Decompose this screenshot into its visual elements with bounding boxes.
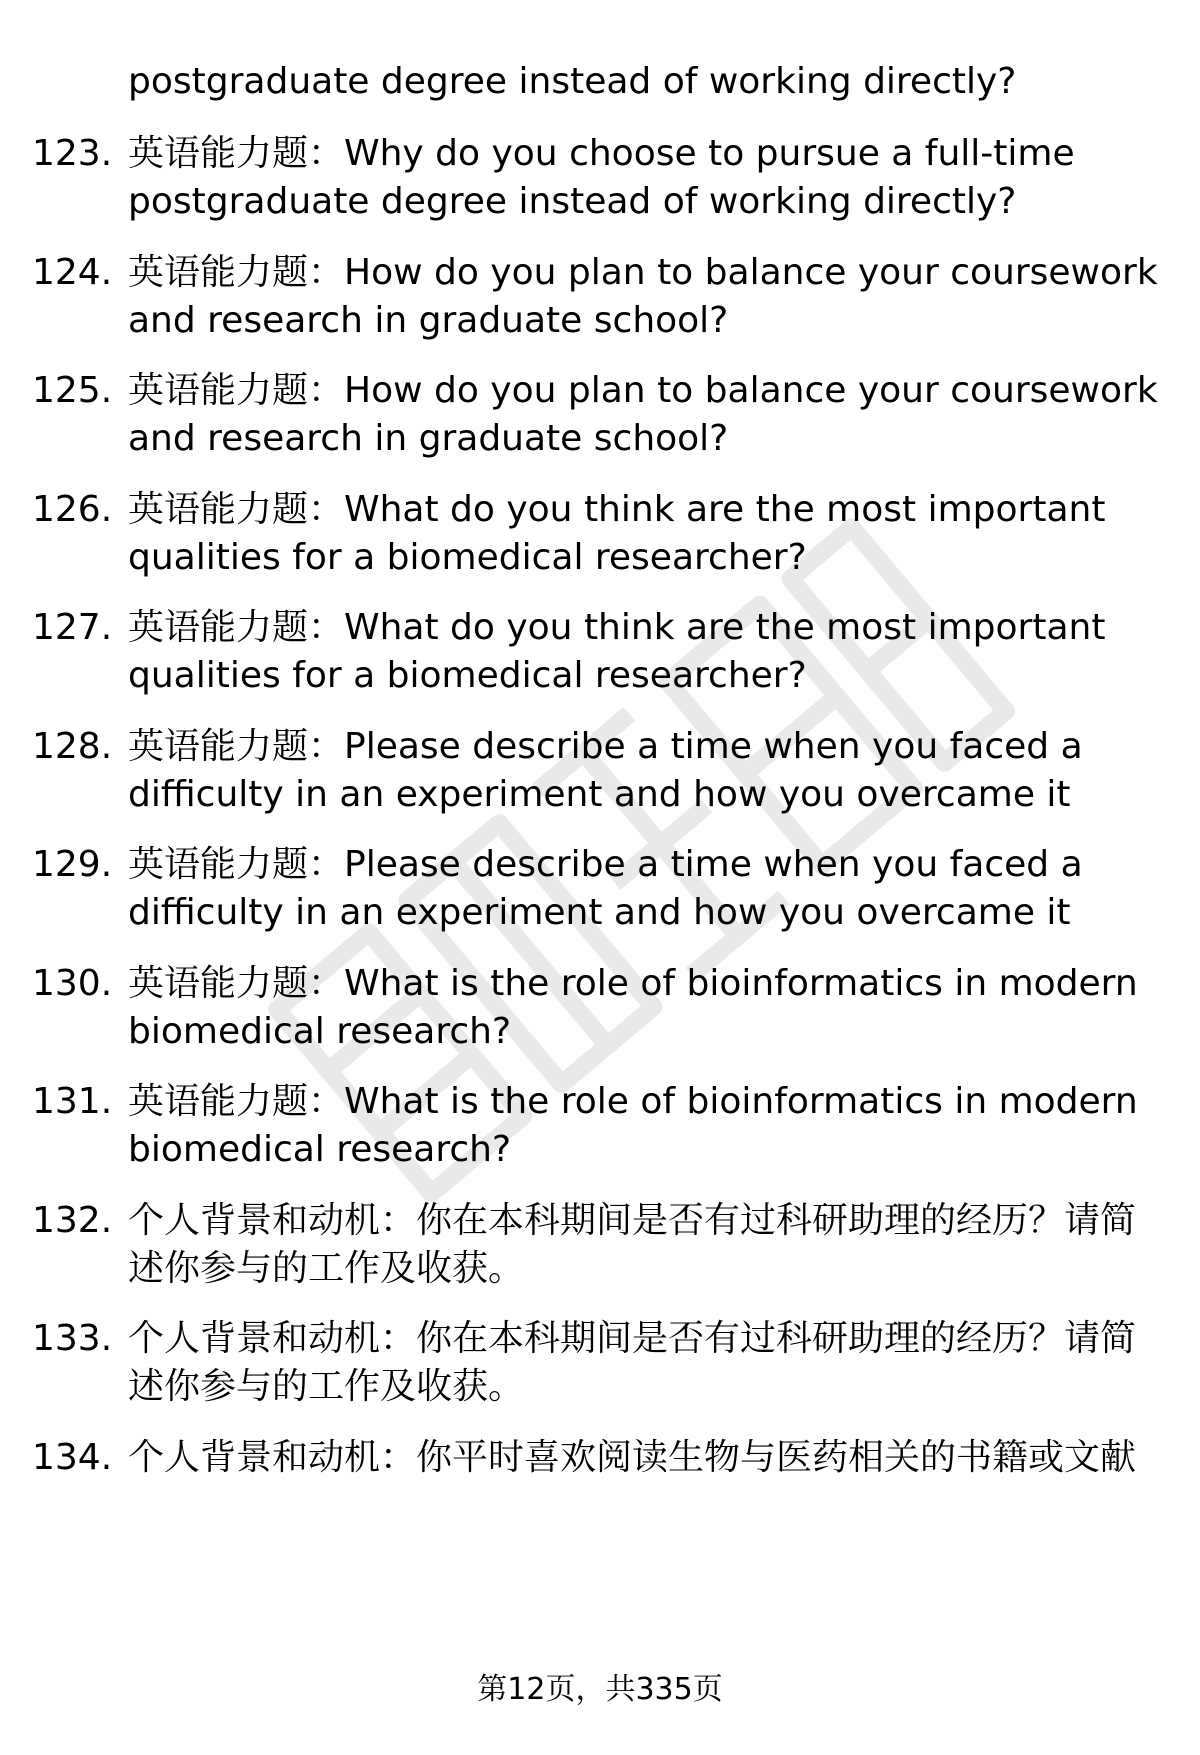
item-text xyxy=(128,1315,1140,1411)
item-text-line: 英语能力题：What is the role of bioinformatics in modern xyxy=(128,963,1138,1004)
item-text xyxy=(128,367,1158,463)
item-text xyxy=(128,486,1140,582)
item-text-line: biomedical research? xyxy=(128,1011,512,1052)
item-text xyxy=(128,1197,1140,1293)
item-number: 130. xyxy=(32,963,113,1004)
continued-question-text: postgraduate degree instead of working directly? xyxy=(128,61,1017,102)
item-number: 132. xyxy=(32,1200,113,1241)
item-number: 123. xyxy=(32,133,113,174)
item-text xyxy=(128,960,1140,1056)
item-text xyxy=(128,1078,1140,1174)
item-text xyxy=(128,130,1140,226)
item-text-line: 英语能力题：What do you think are the most important xyxy=(128,607,1106,648)
item-text xyxy=(128,604,1140,700)
item-text xyxy=(128,1434,1140,1482)
item-number: 128. xyxy=(32,726,113,767)
item-text-line: 英语能力题：Please describe a time when you faced a xyxy=(128,844,1083,885)
item-text-line: 述你参与的工作及收获。 xyxy=(128,1248,525,1289)
item-text-line: postgraduate degree instead of working directly? xyxy=(128,181,1017,222)
item-text-line: 个人背景和动机：你平时喜欢阅读生物与医药相关的书籍或文献 xyxy=(128,1437,1137,1478)
item-text-line: 英语能力题：Why do you choose to pursue a full-time xyxy=(128,133,1075,174)
item-text-line: difficulty in an experiment and how you overcame it xyxy=(128,774,1071,815)
page-number-footer: 第12页，共335页 xyxy=(477,1672,723,1707)
item-text xyxy=(128,723,1140,819)
item-number: 134. xyxy=(32,1437,113,1478)
item-text-line: 个人背景和动机：你在本科期间是否有过科研助理的经历？请简 xyxy=(128,1318,1137,1359)
item-text-line: difficulty in an experiment and how you overcame it xyxy=(128,892,1071,933)
item-text-line: 英语能力题：What do you think are the most important xyxy=(128,489,1106,530)
item-text-line: 英语能力题：How do you plan to balance your coursework xyxy=(128,370,1158,411)
item-text-line: 英语能力题：How do you plan to balance your coursework xyxy=(128,252,1158,293)
item-number: 125. xyxy=(32,370,113,411)
item-text-line: 英语能力题：Please describe a time when you faced a xyxy=(128,726,1083,767)
item-number: 133. xyxy=(32,1318,113,1359)
item-number: 129. xyxy=(32,844,113,885)
item-number: 126. xyxy=(32,489,113,530)
item-text-line: 述你参与的工作及收获。 xyxy=(128,1366,525,1407)
item-text-line: 个人背景和动机：你在本科期间是否有过科研助理的经历？请简 xyxy=(128,1200,1137,1241)
item-text-line: qualities for a biomedical researcher? xyxy=(128,655,807,696)
item-number: 131. xyxy=(32,1081,113,1122)
item-text-line: and research in graduate school? xyxy=(128,300,729,341)
item-text-line: 英语能力题：What is the role of bioinformatics in modern xyxy=(128,1081,1138,1122)
item-text-line: qualities for a biomedical researcher? xyxy=(128,537,807,578)
item-number: 127. xyxy=(32,607,113,648)
item-number: 124. xyxy=(32,252,113,293)
item-text xyxy=(128,841,1140,937)
item-text-line: and research in graduate school? xyxy=(128,418,729,459)
item-text xyxy=(128,249,1158,345)
item-text-line: biomedical research? xyxy=(128,1129,512,1170)
